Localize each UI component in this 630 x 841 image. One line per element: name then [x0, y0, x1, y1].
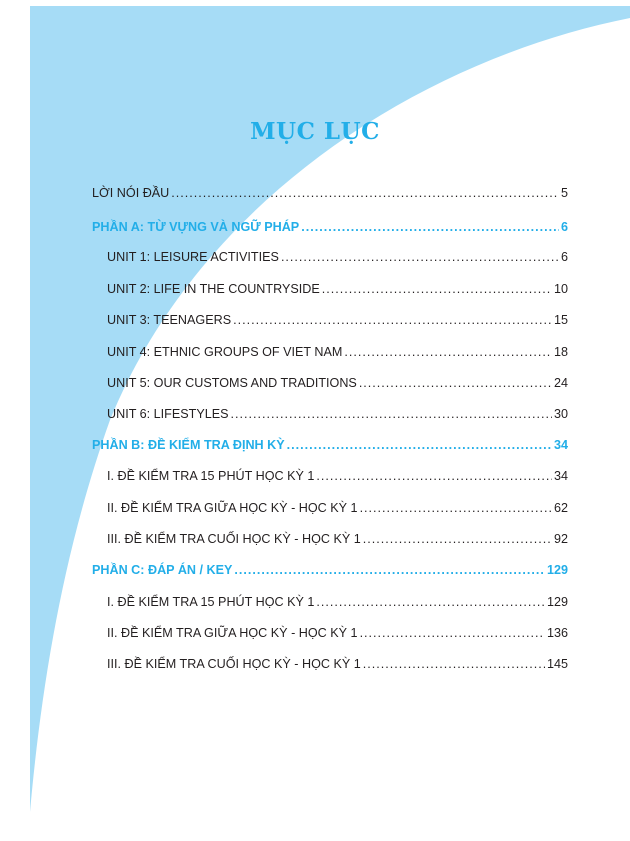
toc-entry-label: II. ĐỀ KIỂM TRA GIỮA HỌC KỲ - HỌC KỲ 1: [107, 501, 358, 515]
toc-entry-page: 136: [546, 626, 568, 640]
leader-dots: [281, 250, 559, 264]
leader-dots: [363, 532, 552, 546]
toc-entry-label: UNIT 6: LIFESTYLES: [107, 407, 229, 421]
toc-entry-label: I. ĐỀ KIỂM TRA 15 PHÚT HỌC KỲ 1: [107, 469, 315, 483]
toc-entry-page: 92: [553, 532, 568, 546]
toc-entry-label: UNIT 1: LEISURE ACTIVITIES: [107, 250, 279, 264]
toc-entry-label: III. ĐỀ KIỂM TRA CUỐI HỌC KỲ - HỌC KỲ 1: [107, 657, 361, 671]
toc-section-page: 129: [546, 563, 568, 577]
toc-section-page: 6: [560, 220, 568, 234]
toc-entry[interactable]: [107, 376, 568, 390]
leader-dots: [234, 563, 545, 577]
toc-entry-page: 145: [546, 657, 568, 671]
toc-section-part-c[interactable]: [92, 563, 568, 577]
page-title: MỤC LỤC: [250, 118, 380, 145]
toc-entry[interactable]: [107, 407, 568, 421]
leader-dots: [344, 345, 552, 359]
toc-entry[interactable]: [107, 469, 568, 483]
toc-entry-page: 129: [546, 595, 568, 609]
toc-section-part-b[interactable]: [92, 438, 568, 452]
toc-entry[interactable]: [107, 501, 568, 515]
toc-entry-label: UNIT 3: TEENAGERS: [107, 313, 232, 327]
toc-entry[interactable]: [107, 345, 568, 359]
leader-dots: [231, 407, 552, 421]
leader-dots: [316, 595, 545, 609]
toc-entry-page: 30: [553, 407, 568, 421]
toc-entry-page: 6: [560, 250, 568, 264]
toc-entry-page: 18: [553, 345, 568, 359]
toc-entry-page: 5: [560, 186, 568, 200]
leader-dots: [360, 626, 545, 640]
leader-dots: [316, 469, 552, 483]
leader-dots: [171, 186, 559, 200]
toc-entry[interactable]: [107, 250, 568, 264]
toc-entry-preface[interactable]: [92, 186, 568, 200]
toc-entry-label: III. ĐỀ KIỂM TRA CUỐI HỌC KỲ - HỌC KỲ 1: [107, 532, 361, 546]
leader-dots: [322, 282, 552, 296]
toc-section-label: PHẦN C: ĐÁP ÁN / KEY: [92, 563, 233, 577]
leader-dots: [359, 376, 552, 390]
leader-dots: [301, 220, 559, 234]
toc-entry-page: 24: [553, 376, 568, 390]
toc-entry[interactable]: [107, 626, 568, 640]
toc-entry[interactable]: [107, 657, 568, 671]
toc-section-label: PHẦN A: TỪ VỰNG VÀ NGỮ PHÁP: [92, 220, 300, 234]
toc-entry[interactable]: [107, 282, 568, 296]
toc-entry-page: 62: [553, 501, 568, 515]
toc-entry-label: I. ĐỀ KIỂM TRA 15 PHÚT HỌC KỲ 1: [107, 595, 315, 609]
toc-section-page: 34: [553, 438, 568, 452]
toc-entry[interactable]: [107, 313, 568, 327]
leader-dots: [233, 313, 552, 327]
toc-entry-label: UNIT 5: OUR CUSTOMS AND TRADITIONS: [107, 376, 357, 390]
toc-entry-label: UNIT 2: LIFE IN THE COUNTRYSIDE: [107, 282, 320, 296]
toc-entry-page: 34: [553, 469, 568, 483]
toc-section-part-a[interactable]: [92, 220, 568, 234]
leader-dots: [287, 438, 552, 452]
leader-dots: [363, 657, 545, 671]
toc-entry-label: II. ĐỀ KIỂM TRA GIỮA HỌC KỲ - HỌC KỲ 1: [107, 626, 358, 640]
toc-entry-page: 15: [553, 313, 568, 327]
toc-entry-label: LỜI NÓI ĐẦU: [92, 186, 170, 200]
toc-entry-page: 10: [553, 282, 568, 296]
toc-section-label: PHẦN B: ĐỀ KIỂM TRA ĐỊNH KỲ: [92, 438, 285, 452]
leader-dots: [360, 501, 552, 515]
toc-entry-label: UNIT 4: ETHNIC GROUPS OF VIET NAM: [107, 345, 343, 359]
toc-entry[interactable]: [107, 532, 568, 546]
toc-entry[interactable]: [107, 595, 568, 609]
